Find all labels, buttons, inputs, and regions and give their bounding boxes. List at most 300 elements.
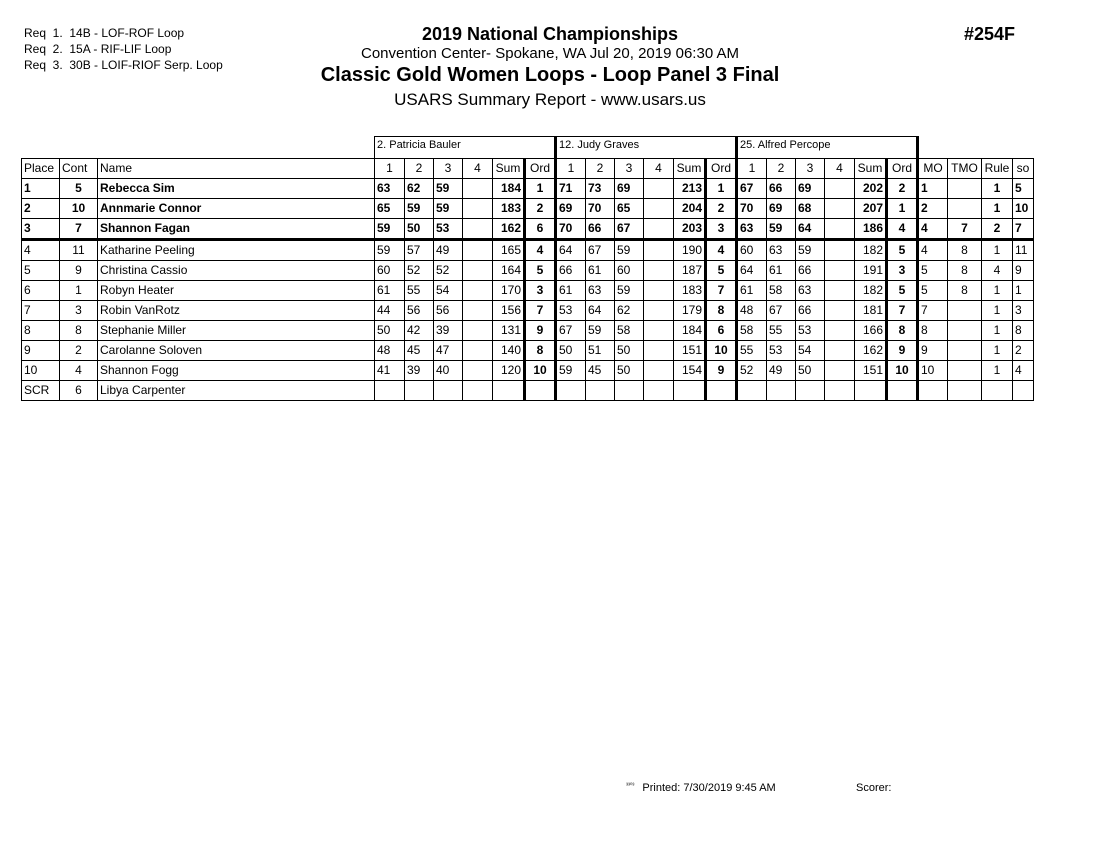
j1-score-cell: 49 [434, 240, 463, 261]
j1-ord-cell: 5 [525, 261, 556, 281]
j2-score-cell [644, 261, 674, 281]
table-row [22, 381, 1034, 401]
j3-ord-cell: 4 [887, 219, 918, 240]
j3-score-cell [825, 219, 855, 240]
name-cell: Libya Carpenter [98, 381, 375, 401]
j2-score-cell: 50 [556, 341, 586, 361]
mo-cell: 4 [918, 219, 948, 240]
cont-cell: 1 [60, 281, 98, 301]
j1-score-cell: 52 [434, 261, 463, 281]
j1-score-cell: 59 [375, 219, 405, 240]
j3-score-cell: 59 [796, 240, 825, 261]
j2-score-cell: 70 [586, 199, 615, 219]
j3-score-cell: 63 [796, 281, 825, 301]
j2-ord-cell [706, 381, 737, 401]
name-cell: Stephanie Miller [98, 321, 375, 341]
j2-score-cell: 66 [556, 261, 586, 281]
table-row [22, 321, 1034, 341]
j3-score-cell: 55 [767, 321, 796, 341]
rule-cell: 1 [982, 281, 1013, 301]
so-cell: 4 [1013, 361, 1034, 381]
j1-score-cell: 57 [405, 240, 434, 261]
j1-sum-cell: 165 [493, 240, 525, 261]
j1-score-cell: 59 [434, 199, 463, 219]
j2-score-cell: 61 [586, 261, 615, 281]
j1-score-cell [405, 381, 434, 401]
j3-sum-cell: 181 [855, 301, 887, 321]
cont-cell: 8 [60, 321, 98, 341]
cont-cell: 11 [60, 240, 98, 261]
results-table [21, 136, 1034, 401]
j2-ord-cell: 4 [706, 240, 737, 261]
page-title: 2019 National Championships [421, 24, 679, 44]
j1-sum-cell: 162 [493, 219, 525, 240]
so-cell: 3 [1013, 301, 1034, 321]
name-cell: Katharine Peeling [98, 240, 375, 261]
place-cell: 10 [22, 361, 60, 381]
rule-cell: 1 [982, 321, 1013, 341]
j1-ord-cell: 8 [525, 341, 556, 361]
j3-score-cell: 66 [796, 261, 825, 281]
j3-score-cell: 63 [767, 240, 796, 261]
col-j2-3: 3 [615, 159, 644, 179]
place-cell: 8 [22, 321, 60, 341]
j2-score-cell: 64 [556, 240, 586, 261]
j2-score-cell [644, 199, 674, 219]
name-cell: Rebecca Sim [98, 179, 375, 199]
so-cell: 7 [1013, 219, 1034, 240]
j2-ord-cell: 6 [706, 321, 737, 341]
j1-score-cell [463, 301, 493, 321]
j1-score-cell [375, 381, 405, 401]
j2-sum-cell: 154 [674, 361, 706, 381]
j3-score-cell: 64 [737, 261, 767, 281]
table-row [22, 179, 1034, 199]
j2-score-cell [615, 381, 644, 401]
mo-cell: 8 [918, 321, 948, 341]
col-rule: Rule [982, 159, 1013, 179]
j1-score-cell: 63 [375, 179, 405, 199]
col-so: so [1013, 159, 1034, 179]
j3-score-cell: 64 [796, 219, 825, 240]
j1-score-cell: 65 [375, 199, 405, 219]
rule-cell: 1 [982, 179, 1013, 199]
name-cell: Carolanne Soloven [98, 341, 375, 361]
j3-score-cell: 60 [737, 240, 767, 261]
so-cell: 2 [1013, 341, 1034, 361]
j2-score-cell: 62 [615, 301, 644, 321]
report-subtitle: USARS Summary Report - www.usars.us [394, 90, 706, 109]
judges-row [22, 137, 1034, 159]
col-j3-ord: Ord [887, 159, 918, 179]
j1-ord-cell: 4 [525, 240, 556, 261]
j2-sum-cell: 179 [674, 301, 706, 321]
j1-score-cell: 45 [405, 341, 434, 361]
tmo-cell [948, 301, 982, 321]
col-j1-sum: Sum [493, 159, 525, 179]
j1-score-cell: 50 [375, 321, 405, 341]
j3-score-cell: 58 [767, 281, 796, 301]
j2-ord-cell: 10 [706, 341, 737, 361]
tmo-cell: 8 [948, 240, 982, 261]
j2-ord-cell: 2 [706, 199, 737, 219]
j1-score-cell: 41 [375, 361, 405, 381]
j2-score-cell [644, 219, 674, 240]
j3-score-cell: 61 [767, 261, 796, 281]
table-row [22, 240, 1034, 261]
event-number: #254F [964, 24, 1016, 44]
j1-score-cell: 44 [375, 301, 405, 321]
j1-score-cell: 47 [434, 341, 463, 361]
mo-cell [918, 381, 948, 401]
requirement-1: Req 1. 14B - LOF-ROF Loop [24, 26, 185, 40]
tmo-cell: 8 [948, 281, 982, 301]
j3-score-cell: 68 [796, 199, 825, 219]
cont-cell: 7 [60, 219, 98, 240]
printed-date: Printed: 7/30/2019 9:45 AM [642, 782, 776, 794]
name-cell: Shannon Fogg [98, 361, 375, 381]
j3-sum-cell: 191 [855, 261, 887, 281]
j1-score-cell: 52 [405, 261, 434, 281]
j2-score-cell: 69 [556, 199, 586, 219]
j3-sum-cell: 151 [855, 361, 887, 381]
mo-cell: 1 [918, 179, 948, 199]
table-row [22, 301, 1034, 321]
col-j3-4: 4 [825, 159, 855, 179]
j1-score-cell [463, 179, 493, 199]
j2-sum-cell [674, 381, 706, 401]
so-cell: 8 [1013, 321, 1034, 341]
j1-sum-cell: 170 [493, 281, 525, 301]
j1-score-cell [463, 240, 493, 261]
j1-sum-cell: 156 [493, 301, 525, 321]
j3-score-cell [825, 321, 855, 341]
footer-printed [626, 782, 776, 794]
j2-score-cell: 59 [615, 240, 644, 261]
j3-score-cell: 59 [767, 219, 796, 240]
col-j3-3: 3 [796, 159, 825, 179]
j3-score-cell [737, 381, 767, 401]
footer-scorer: Scorer: [856, 782, 892, 794]
j3-score-cell: 48 [737, 301, 767, 321]
venue-line: Convention Center- Spokane, WA Jul 20, 2019 06:30 AM [360, 45, 739, 62]
j3-score-cell [825, 301, 855, 321]
j3-ord-cell: 2 [887, 179, 918, 199]
tmo-cell: 8 [948, 261, 982, 281]
so-cell: 5 [1013, 179, 1034, 199]
judge-3-name: 25. Alfred Percope [737, 137, 918, 159]
mo-cell: 5 [918, 261, 948, 281]
place-cell: 7 [22, 301, 60, 321]
j2-score-cell: 67 [586, 240, 615, 261]
so-cell: 9 [1013, 261, 1034, 281]
j1-score-cell [463, 281, 493, 301]
j1-ord-cell [525, 381, 556, 401]
j2-score-cell [644, 321, 674, 341]
j1-ord-cell: 3 [525, 281, 556, 301]
rule-cell: 2 [982, 219, 1013, 240]
j2-score-cell [644, 240, 674, 261]
j3-sum-cell: 186 [855, 219, 887, 240]
j1-score-cell: 39 [434, 321, 463, 341]
j1-score-cell: 59 [405, 199, 434, 219]
j3-sum-cell [855, 381, 887, 401]
col-j1-2: 2 [405, 159, 434, 179]
cont-cell: 5 [60, 179, 98, 199]
j3-sum-cell: 182 [855, 281, 887, 301]
j2-score-cell: 59 [586, 321, 615, 341]
tmo-cell [948, 199, 982, 219]
table-row [22, 199, 1034, 219]
rule-cell: 1 [982, 341, 1013, 361]
judge-1-name: 2. Patricia Bauler [375, 137, 556, 159]
j2-score-cell [644, 341, 674, 361]
j2-ord-cell: 3 [706, 219, 737, 240]
j3-score-cell [825, 261, 855, 281]
j3-score-cell: 49 [767, 361, 796, 381]
cont-cell: 3 [60, 301, 98, 321]
j2-score-cell: 65 [615, 199, 644, 219]
j2-sum-cell: 151 [674, 341, 706, 361]
j1-ord-cell: 7 [525, 301, 556, 321]
tmo-cell [948, 179, 982, 199]
j1-score-cell: 56 [434, 301, 463, 321]
j3-ord-cell: 10 [887, 361, 918, 381]
place-cell: 6 [22, 281, 60, 301]
place-cell: 5 [22, 261, 60, 281]
name-cell: Shannon Fagan [98, 219, 375, 240]
requirement-2: Req 2. 15A - RIF-LIF Loop [24, 42, 172, 56]
j3-score-cell: 61 [737, 281, 767, 301]
j2-ord-cell: 8 [706, 301, 737, 321]
j2-score-cell: 73 [586, 179, 615, 199]
cont-cell: 4 [60, 361, 98, 381]
col-mo: MO [918, 159, 948, 179]
col-j1-3: 3 [434, 159, 463, 179]
j2-score-cell [556, 381, 586, 401]
j1-score-cell: 55 [405, 281, 434, 301]
mo-cell: 4 [918, 240, 948, 261]
j2-score-cell: 58 [615, 321, 644, 341]
j3-sum-cell: 166 [855, 321, 887, 341]
cont-cell: 9 [60, 261, 98, 281]
j1-sum-cell: 131 [493, 321, 525, 341]
j1-score-cell: 42 [405, 321, 434, 341]
col-j2-2: 2 [586, 159, 615, 179]
j1-ord-cell: 10 [525, 361, 556, 381]
table-row [22, 281, 1034, 301]
j3-score-cell [825, 199, 855, 219]
j2-score-cell: 61 [556, 281, 586, 301]
j1-score-cell: 48 [375, 341, 405, 361]
j2-score-cell [644, 361, 674, 381]
j3-ord-cell [887, 381, 918, 401]
j3-score-cell: 67 [737, 179, 767, 199]
judge-2-name: 12. Judy Graves [556, 137, 737, 159]
j3-score-cell: 55 [737, 341, 767, 361]
col-tmo: TMO [948, 159, 982, 179]
j2-sum-cell: 190 [674, 240, 706, 261]
j2-ord-cell: 9 [706, 361, 737, 381]
j2-score-cell: 59 [615, 281, 644, 301]
mo-cell: 5 [918, 281, 948, 301]
col-j2-sum: Sum [674, 159, 706, 179]
j1-sum-cell [493, 381, 525, 401]
j1-ord-cell: 6 [525, 219, 556, 240]
tmo-cell [948, 321, 982, 341]
j3-ord-cell: 5 [887, 281, 918, 301]
j1-sum-cell: 120 [493, 361, 525, 381]
j2-ord-cell: 1 [706, 179, 737, 199]
j3-score-cell: 70 [737, 199, 767, 219]
col-j1-ord: Ord [525, 159, 556, 179]
j2-score-cell: 60 [615, 261, 644, 281]
j3-sum-cell: 182 [855, 240, 887, 261]
col-j3-1: 1 [737, 159, 767, 179]
j2-score-cell [644, 381, 674, 401]
j2-score-cell: 67 [556, 321, 586, 341]
j2-score-cell: 53 [556, 301, 586, 321]
j2-score-cell: 67 [615, 219, 644, 240]
j3-score-cell [825, 381, 855, 401]
j2-sum-cell: 187 [674, 261, 706, 281]
j3-score-cell [796, 381, 825, 401]
column-header-row [22, 159, 1034, 179]
j2-score-cell: 64 [586, 301, 615, 321]
j3-ord-cell: 9 [887, 341, 918, 361]
j2-score-cell [644, 301, 674, 321]
j2-sum-cell: 213 [674, 179, 706, 199]
j1-ord-cell: 2 [525, 199, 556, 219]
col-j3-sum: Sum [855, 159, 887, 179]
j1-sum-cell: 184 [493, 179, 525, 199]
j2-score-cell: 66 [586, 219, 615, 240]
j1-score-cell: 62 [405, 179, 434, 199]
j3-score-cell [825, 240, 855, 261]
col-j2-ord: Ord [706, 159, 737, 179]
col-cont: Cont [60, 159, 98, 179]
j2-score-cell [644, 179, 674, 199]
mo-cell: 9 [918, 341, 948, 361]
j1-ord-cell: 1 [525, 179, 556, 199]
rule-cell [982, 381, 1013, 401]
j3-score-cell: 66 [796, 301, 825, 321]
j3-sum-cell: 207 [855, 199, 887, 219]
j1-score-cell: 39 [405, 361, 434, 381]
j1-score-cell [463, 341, 493, 361]
j3-score-cell: 54 [796, 341, 825, 361]
event-title: Classic Gold Women Loops - Loop Panel 3 Final [320, 64, 780, 86]
j2-score-cell: 63 [586, 281, 615, 301]
j2-ord-cell: 5 [706, 261, 737, 281]
col-j2-4: 4 [644, 159, 674, 179]
j3-score-cell: 66 [767, 179, 796, 199]
place-cell: 9 [22, 341, 60, 361]
j2-score-cell [644, 281, 674, 301]
place-cell: SCR [22, 381, 60, 401]
j3-score-cell: 69 [796, 179, 825, 199]
mo-cell: 7 [918, 301, 948, 321]
rule-cell: 1 [982, 361, 1013, 381]
col-j2-1: 1 [556, 159, 586, 179]
j1-score-cell: 40 [434, 361, 463, 381]
j1-score-cell: 53 [434, 219, 463, 240]
j1-sum-cell: 164 [493, 261, 525, 281]
cont-cell: 6 [60, 381, 98, 401]
mo-cell: 10 [918, 361, 948, 381]
requirement-3: Req 3. 30B - LOIF-RIOF Serp. Loop [24, 58, 223, 72]
table-row [22, 361, 1034, 381]
j1-sum-cell: 183 [493, 199, 525, 219]
j3-score-cell: 53 [796, 321, 825, 341]
j1-ord-cell: 9 [525, 321, 556, 341]
j3-score-cell: 67 [767, 301, 796, 321]
place-cell: 3 [22, 219, 60, 240]
rule-cell: 1 [982, 199, 1013, 219]
table-row [22, 341, 1034, 361]
j2-score-cell: 50 [615, 361, 644, 381]
cont-cell: 10 [60, 199, 98, 219]
j3-sum-cell: 162 [855, 341, 887, 361]
mo-cell: 2 [918, 199, 948, 219]
j2-sum-cell: 184 [674, 321, 706, 341]
tmo-cell [948, 341, 982, 361]
rule-cell: 1 [982, 240, 1013, 261]
cont-cell: 2 [60, 341, 98, 361]
j3-score-cell: 69 [767, 199, 796, 219]
j3-score-cell [767, 381, 796, 401]
j1-sum-cell: 140 [493, 341, 525, 361]
j1-score-cell [463, 381, 493, 401]
tmo-cell: 7 [948, 219, 982, 240]
j3-ord-cell: 8 [887, 321, 918, 341]
j1-score-cell [463, 321, 493, 341]
j1-score-cell [463, 361, 493, 381]
j1-score-cell [463, 199, 493, 219]
j1-score-cell: 59 [375, 240, 405, 261]
j2-score-cell: 71 [556, 179, 586, 199]
j3-sum-cell: 202 [855, 179, 887, 199]
j1-score-cell: 60 [375, 261, 405, 281]
j3-score-cell [825, 361, 855, 381]
j3-score-cell: 52 [737, 361, 767, 381]
so-cell: 11 [1013, 240, 1034, 261]
j3-score-cell: 63 [737, 219, 767, 240]
name-cell: Christina Cassio [98, 261, 375, 281]
tmo-cell [948, 361, 982, 381]
col-j1-1: 1 [375, 159, 405, 179]
j3-score-cell [825, 341, 855, 361]
tmo-cell [948, 381, 982, 401]
j3-score-cell [825, 281, 855, 301]
j1-score-cell [463, 219, 493, 240]
name-cell: Annmarie Connor [98, 199, 375, 219]
j2-sum-cell: 183 [674, 281, 706, 301]
j2-score-cell: 70 [556, 219, 586, 240]
j2-ord-cell: 7 [706, 281, 737, 301]
j3-score-cell [825, 179, 855, 199]
j2-score-cell [586, 381, 615, 401]
j3-score-cell: 50 [796, 361, 825, 381]
j1-score-cell: 59 [434, 179, 463, 199]
j2-sum-cell: 204 [674, 199, 706, 219]
col-name: Name [98, 159, 375, 179]
j3-ord-cell: 1 [887, 199, 918, 219]
place-cell: 4 [22, 240, 60, 261]
j3-score-cell: 53 [767, 341, 796, 361]
place-cell: 1 [22, 179, 60, 199]
j3-score-cell: 58 [737, 321, 767, 341]
